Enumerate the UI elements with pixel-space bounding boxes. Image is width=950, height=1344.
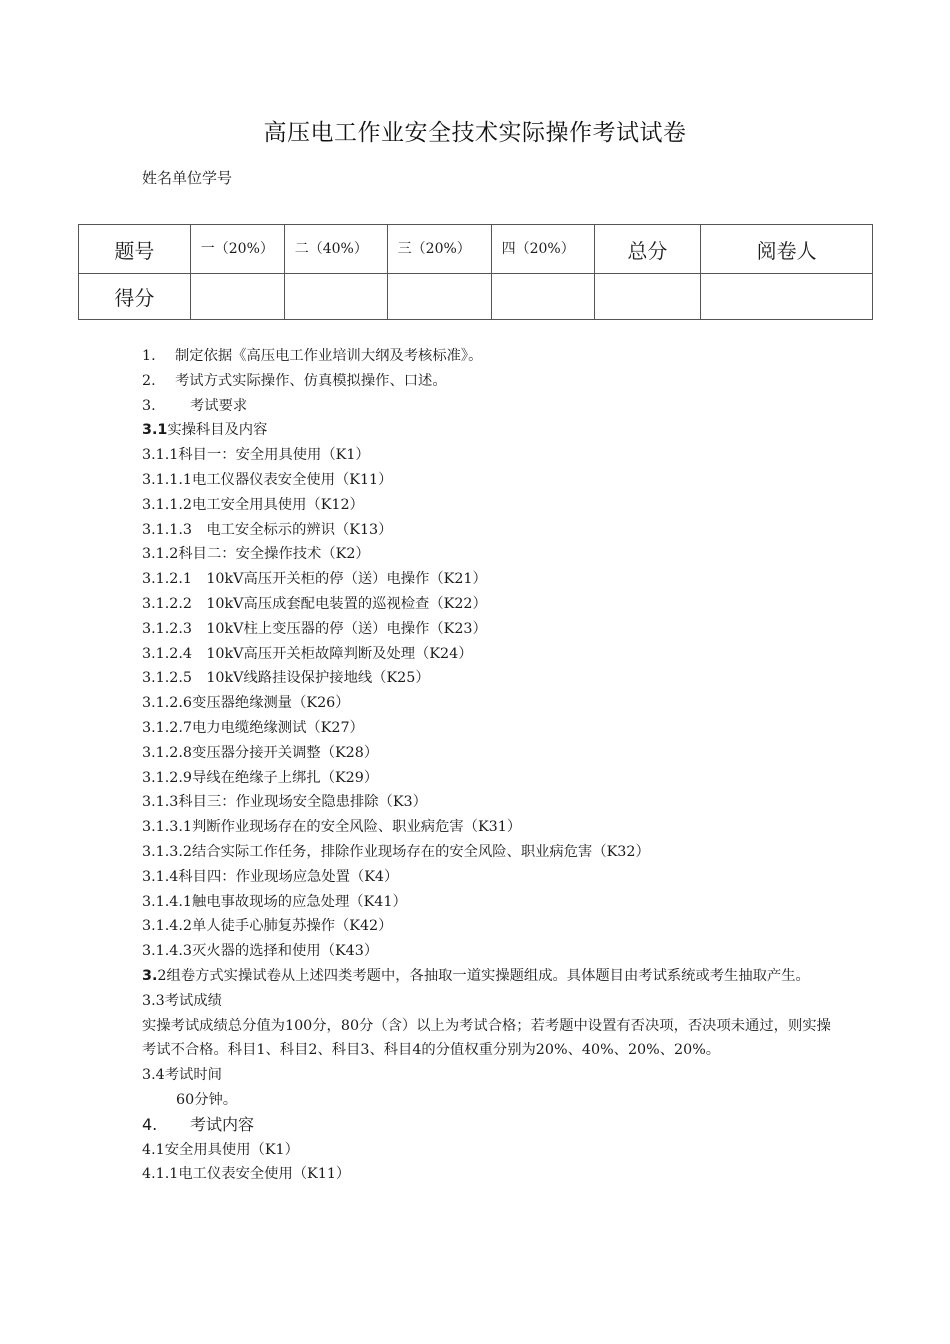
list-item: 3.1.4科目四：作业现场应急处置（K4）	[142, 868, 399, 885]
list-item: 3.1.2.2 10kV高压成套配电装置的巡视检查（K22）	[142, 595, 487, 612]
score-table	[78, 224, 873, 320]
list-item: 3.1.2.3 10kV柱上变压器的停（送）电操作（K23）	[142, 620, 487, 637]
paragraph-1: 1. 制定依据《高压电工作业培训大纲及考核标准》。	[142, 348, 483, 364]
list-item: 3.1.4.1触电事故现场的应急处理（K41）	[142, 893, 407, 910]
section-3-4-heading: 3.4考试时间	[142, 1067, 222, 1084]
section-3-2: 3.2组卷方式实操试卷从上述四类考题中，各抽取一道实操题组成。具体题目由考试系统或考生抽取产生。	[142, 967, 810, 984]
list-item: 3.1.1.2电工安全用具使用（K12）	[142, 496, 364, 513]
cell-part-2: 二（40%）	[284, 225, 387, 274]
list-item: 3.1.2.9导线在绝缘子上绑扎（K29）	[142, 769, 379, 786]
cell-total: 总分	[594, 225, 701, 274]
list-item: 3.1.3科目三：作业现场安全隐患排除（K3）	[142, 794, 427, 811]
document-body	[142, 344, 842, 1187]
list-item: 3.1.3.1判断作业现场存在的安全风险、职业病危害（K31）	[142, 819, 522, 836]
cell-question-number: 题号	[79, 225, 191, 274]
section-4-1-1: 4.1.1电工仪表安全使用（K11）	[142, 1166, 351, 1183]
list-item: 3.1.4.3灭火器的选择和使用（K43）	[142, 943, 379, 960]
list-item: 3.1.1.1电工仪器仪表安全使用（K11）	[142, 471, 393, 488]
cell-part-4: 四（20%）	[491, 225, 594, 274]
section-4-heading: 4. 考试内容	[142, 1114, 255, 1134]
cell-score-2	[284, 274, 387, 320]
list-item: 3.1.4.2单人徒手心肺复苏操作（K42）	[142, 918, 393, 935]
list-item: 3.1.2.1 10kV高压开关柜的停（送）电操作（K21）	[142, 571, 487, 588]
list-item: 3.1.1科目一：安全用具使用（K1）	[142, 447, 370, 464]
score-table-header-row	[79, 225, 873, 274]
list-item: 3.1.2.4 10kV高压开关柜故障判断及处理（K24）	[142, 645, 473, 662]
section-3-4-text: 60分钟。	[176, 1091, 238, 1108]
list-item: 3.1.2科目二：安全操作技术（K2）	[142, 546, 370, 563]
list-item: 3.1.2.7电力电缆绝缘测试（K27）	[142, 719, 364, 736]
paragraph-2: 2. 考试方式实际操作、仿真模拟操作、口述。	[142, 372, 447, 389]
cell-score-1	[190, 274, 284, 320]
list-item: 3.1.1.3 电工安全标示的辨识（K13）	[142, 521, 393, 538]
page-title: 高压电工作业安全技术实际操作考试试卷	[263, 120, 687, 146]
section-3-3-text: 实操考试成绩总分值为100分，80分（含）以上为考试合格；若考题中设置有否决项，否决项未通过，则实操考试不合格。科目1、科目2、科目3、科目4的分值权重分别为20%、40%、20%、20%。	[142, 1017, 831, 1059]
cell-score-3	[387, 274, 491, 320]
list-item: 3.1.2.6变压器绝缘测量（K26）	[142, 695, 350, 712]
list-item: 3.1.2.8变压器分接开关调整（K28）	[142, 744, 379, 761]
score-table-score-row	[79, 274, 873, 320]
cell-score-4	[491, 274, 594, 320]
cell-score-total	[594, 274, 701, 320]
list-item: 3.1.2.5 10kV线路挂设保护接地线（K25）	[142, 670, 430, 687]
item-list	[142, 443, 842, 964]
examinee-info-line: 姓名单位学号	[142, 169, 233, 187]
cell-part-3: 三（20%）	[387, 225, 491, 274]
cell-grader: 阅卷人	[701, 225, 873, 274]
section-3-3-heading: 3.3考试成绩	[142, 992, 222, 1009]
paragraph-3: 3. 考试要求	[142, 397, 248, 414]
section-4-1: 4.1安全用具使用（K1）	[142, 1141, 299, 1158]
cell-score-grader	[701, 274, 873, 320]
section-3-1: 3.1实操科目及内容	[142, 422, 268, 439]
cell-part-1: 一（20%）	[190, 225, 284, 274]
list-item: 3.1.3.2结合实际工作任务，排除作业现场存在的安全风险、职业病危害（K32）	[142, 843, 650, 860]
cell-score-label: 得分	[79, 274, 191, 320]
